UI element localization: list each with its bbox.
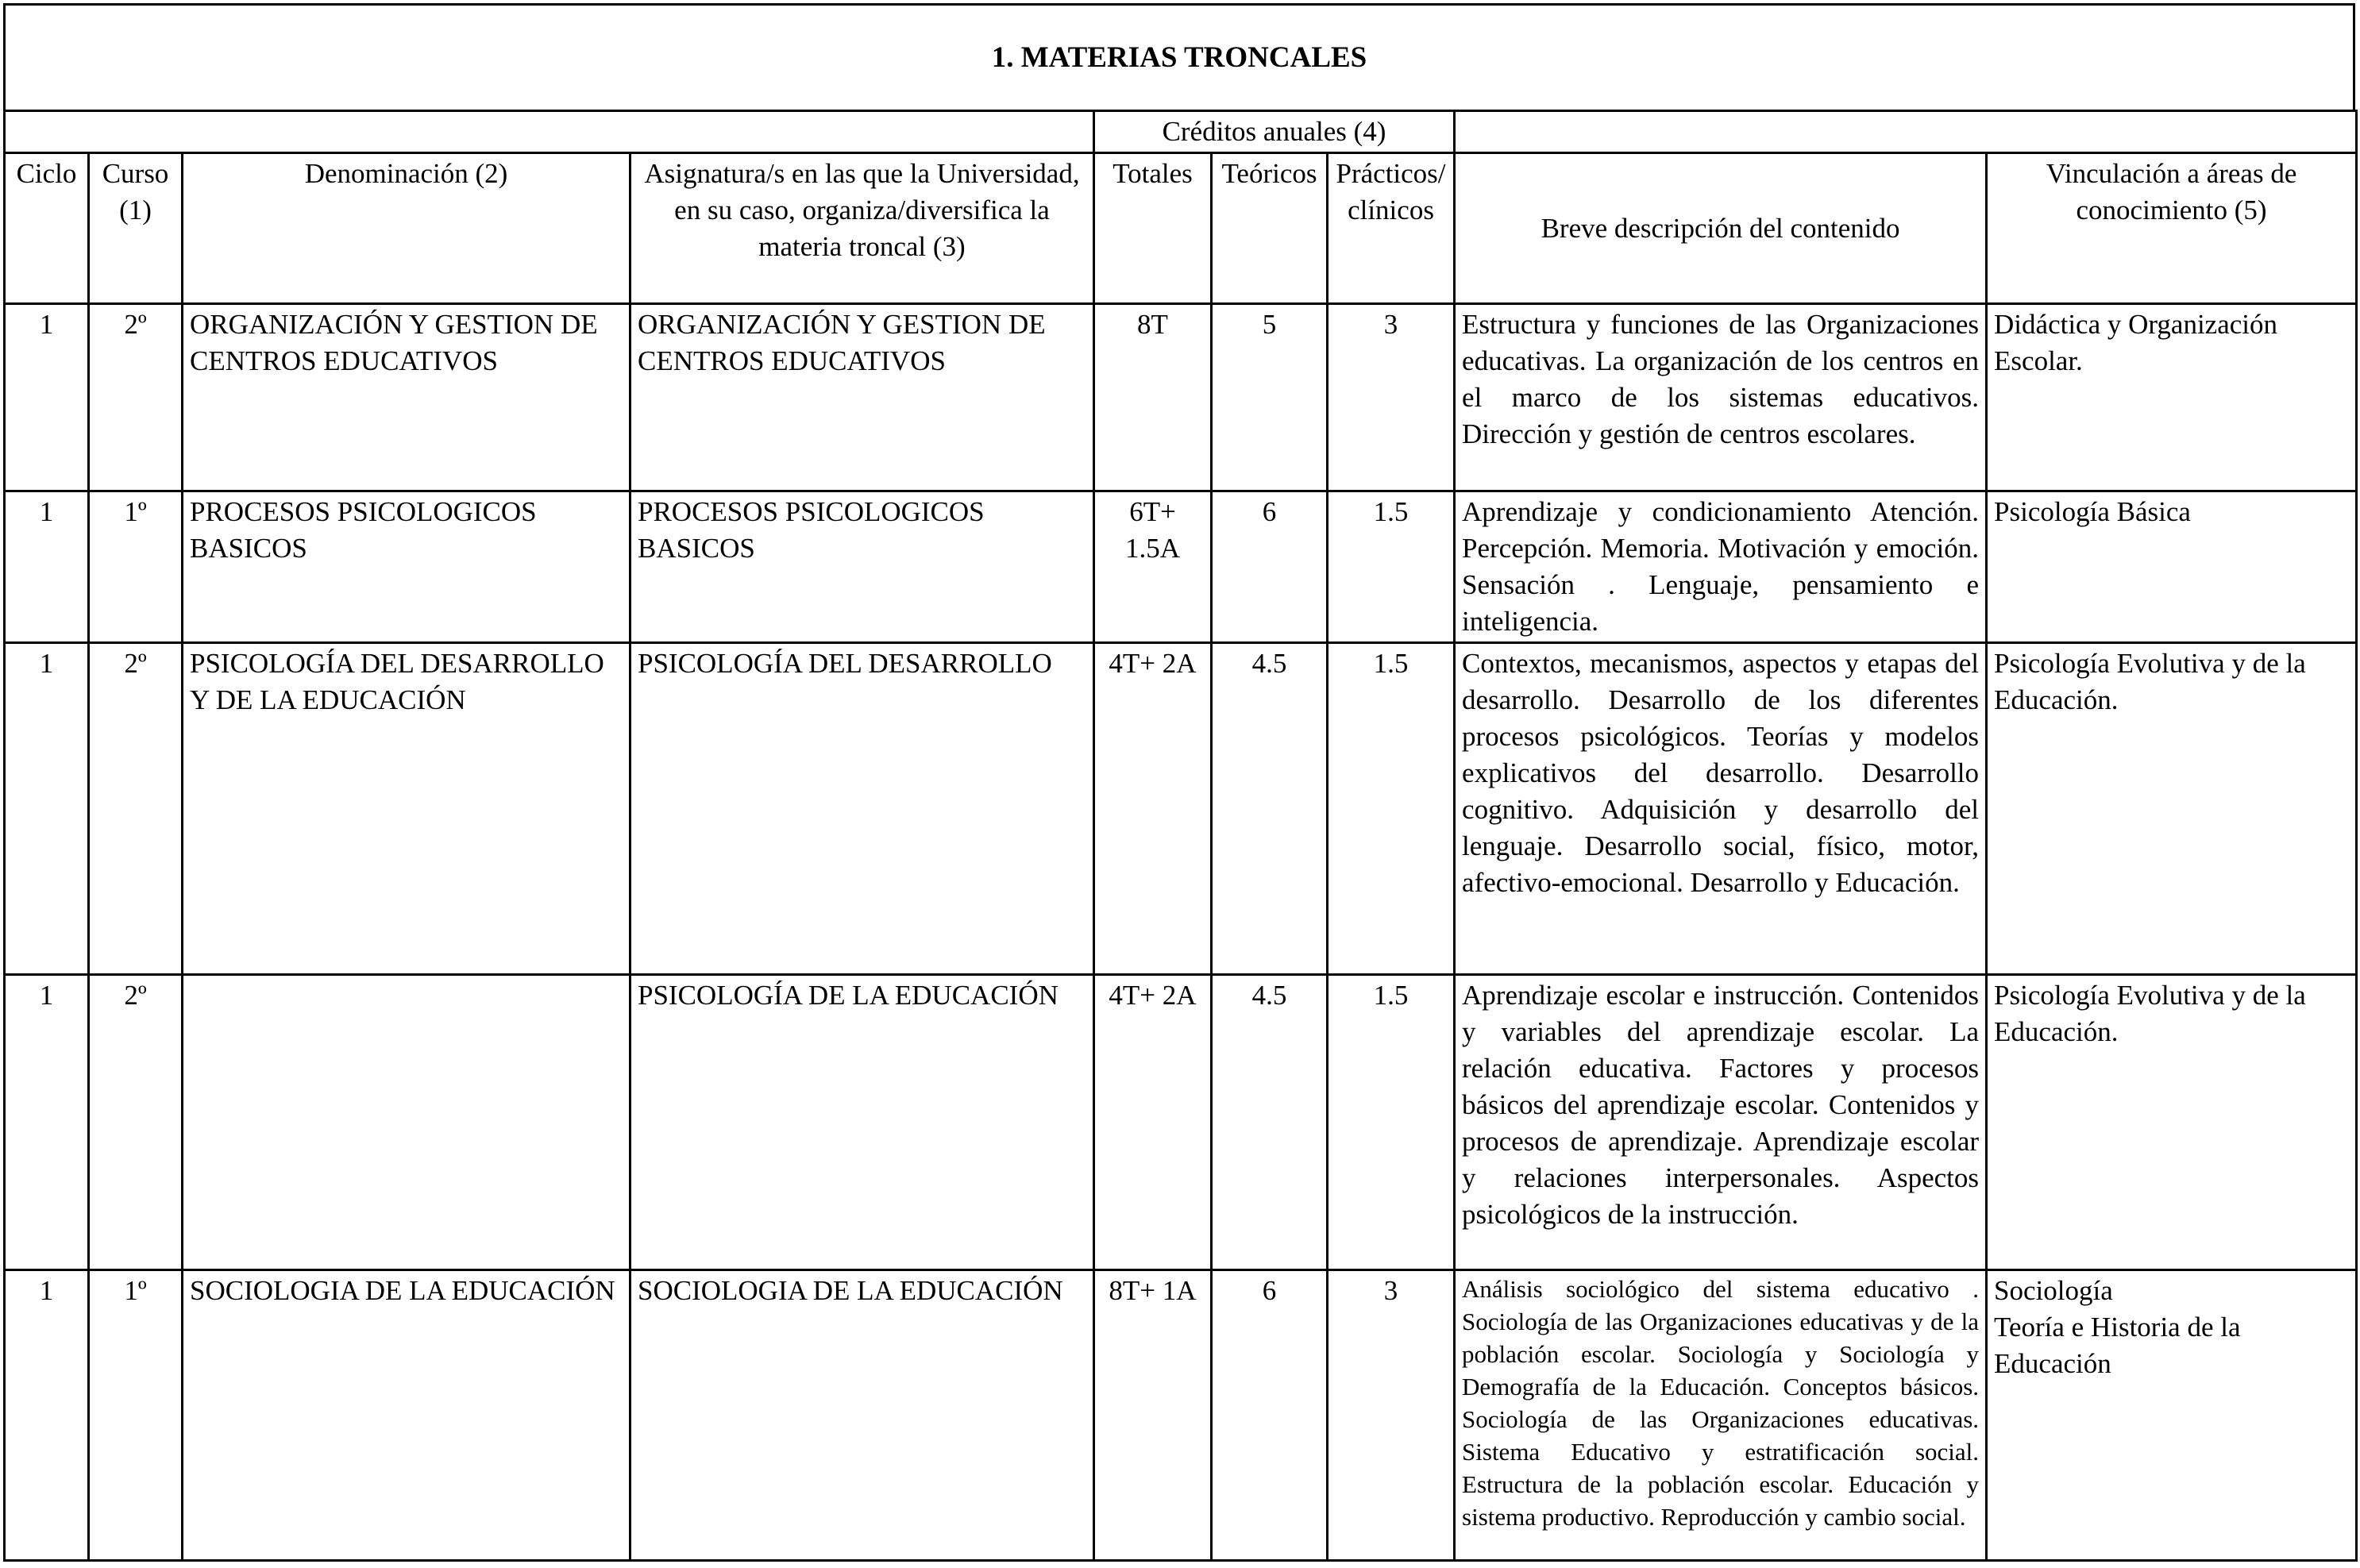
cell-descripcion: Estructura y funciones de las Organizaciones educativas. La organización de los centros en el marco de los sistemas educativos. Dirección y gestión de centros escolares. <box>1455 304 1987 491</box>
cell-ciclo: 1 <box>5 1270 89 1561</box>
header-row <box>5 153 2357 304</box>
cell-descripcion: Análisis sociológico del sistema educativo . Sociología de las Organizaciones educativas y de la población escolar. Sociología y Sociología y Demografía de la Educación. Conceptos básicos. Sociología de las Organizaciones educativas. Sistema Educativo y estratificación social. Estructura de la población escolar. Educación y sistema productivo. Reproducción y cambio social. <box>1455 1270 1987 1561</box>
cell-denominacion: PSICOLOGÍA DEL DESARROLLO Y DE LA EDUCACIÓN <box>183 643 630 975</box>
cell-curso: 1º <box>89 1270 183 1561</box>
cell-vinculacion <box>1987 975 2357 1270</box>
vinculacion-area: Psicología Evolutiva y de la Educación. <box>1994 980 2306 1047</box>
cell-asignatura: PSICOLOGÍA DE LA EDUCACIÓN <box>630 975 1094 1270</box>
vinculacion-area: Didáctica y Organización Escolar. <box>1994 309 2278 376</box>
document-sheet <box>3 3 2355 1562</box>
cell-ciclo: 1 <box>5 491 89 643</box>
col-denominacion-header: Denominación (2) <box>183 153 630 304</box>
cell-asignatura: PSICOLOGÍA DEL DESARROLLO <box>630 643 1094 975</box>
cell-totales: 8T <box>1094 304 1212 491</box>
cell-ciclo: 1 <box>5 975 89 1270</box>
cell-denominacion: PROCESOS PSICOLOGICOS BASICOS <box>183 491 630 643</box>
vinculacion-area: Teoría e Historia de la Educación <box>1994 1312 2241 1379</box>
col-curso-header: Curso (1) <box>89 153 183 304</box>
header-group-spacer <box>5 111 1094 153</box>
cell-curso: 1º <box>89 491 183 643</box>
cell-teoricos: 6 <box>1212 1270 1328 1561</box>
cell-asignatura: ORGANIZACIÓN Y GESTION DE CENTROS EDUCATIVOS <box>630 304 1094 491</box>
cell-totales: 4T+ 2A <box>1094 643 1212 975</box>
cell-ciclo: 1 <box>5 643 89 975</box>
section-title: 1. MATERIAS TRONCALES <box>3 3 2355 112</box>
cell-vinculacion <box>1987 491 2357 643</box>
cell-asignatura: SOCIOLOGIA DE LA EDUCACIÓN <box>630 1270 1094 1561</box>
header-group-spacer-right <box>1455 111 2357 153</box>
cell-vinculacion <box>1987 304 2357 491</box>
cell-denominacion: SOCIOLOGIA DE LA EDUCACIÓN <box>183 1270 630 1561</box>
cell-asignatura: PROCESOS PSICOLOGICOS BASICOS <box>630 491 1094 643</box>
cell-practicos: 1.5 <box>1328 975 1455 1270</box>
cell-practicos: 1.5 <box>1328 491 1455 643</box>
cell-curso: 2º <box>89 975 183 1270</box>
col-practicos-header: Prácticos/ clínicos <box>1328 153 1455 304</box>
cell-teoricos: 5 <box>1212 304 1328 491</box>
cell-totales: 6T+ 1.5A <box>1094 491 1212 643</box>
table-row <box>5 643 2357 975</box>
cell-vinculacion <box>1987 643 2357 975</box>
cell-ciclo: 1 <box>5 304 89 491</box>
cell-teoricos: 4.5 <box>1212 643 1328 975</box>
vinculacion-area: Psicología Evolutiva y de la Educación. <box>1994 648 2306 715</box>
cell-teoricos: 6 <box>1212 491 1328 643</box>
col-asignaturas-header: Asignatura/s en las que la Universidad, en su caso, organiza/diversifica la materia troncal (3) <box>630 153 1094 304</box>
cell-totales: 4T+ 2A <box>1094 975 1212 1270</box>
creditos-group-header: Créditos anuales (4) <box>1094 111 1455 153</box>
cell-descripcion: Aprendizaje y condicionamiento Atención. Percepción. Memoria. Motivación y emoción. Sensación . Lenguaje, pensamiento e inteligencia. <box>1455 491 1987 643</box>
col-vinculacion-header: Vinculación a áreas de conocimiento (5) <box>1987 153 2357 304</box>
cell-denominacion: ORGANIZACIÓN Y GESTION DE CENTROS EDUCATIVOS <box>183 304 630 491</box>
table-row <box>5 304 2357 491</box>
cell-vinculacion <box>1987 1270 2357 1561</box>
cell-practicos: 3 <box>1328 1270 1455 1561</box>
cell-curso: 2º <box>89 304 183 491</box>
table-row <box>5 1270 2357 1561</box>
cell-descripcion: Aprendizaje escolar e instrucción. Contenidos y variables del aprendizaje escolar. La relación educativa. Factores y procesos básicos del aprendizaje escolar. Contenidos y procesos de aprendizaje. Aprendizaje escolar y relaciones interpersonales. Aspectos psicológicos de la instrucción. <box>1455 975 1987 1270</box>
col-totales-header: Totales <box>1094 153 1212 304</box>
table-row <box>5 491 2357 643</box>
cell-descripcion: Contextos, mecanismos, aspectos y etapas del desarrollo. Desarrollo de los diferentes procesos psicológicos. Teorías y modelos explicativos del desarrollo. Desarrollo cognitivo. Adquisición y desarrollo del lenguaje. Desarrollo social, físico, motor, afectivo-emocional. Desarrollo y Educación. <box>1455 643 1987 975</box>
cell-curso: 2º <box>89 643 183 975</box>
cell-denominacion <box>183 975 630 1270</box>
table-row <box>5 975 2357 1270</box>
vinculacion-area: Psicología Básica <box>1994 496 2191 527</box>
header-group-row <box>5 111 2357 153</box>
cell-teoricos: 4.5 <box>1212 975 1328 1270</box>
cell-practicos: 1.5 <box>1328 643 1455 975</box>
materias-table <box>3 110 2358 1562</box>
col-teoricos-header: Teóricos <box>1212 153 1328 304</box>
cell-practicos: 3 <box>1328 304 1455 491</box>
col-ciclo-header: Ciclo <box>5 153 89 304</box>
cell-totales: 8T+ 1A <box>1094 1270 1212 1561</box>
col-descripcion-header: Breve descripción del contenido <box>1455 153 1987 304</box>
vinculacion-area: Sociología <box>1994 1275 2113 1306</box>
